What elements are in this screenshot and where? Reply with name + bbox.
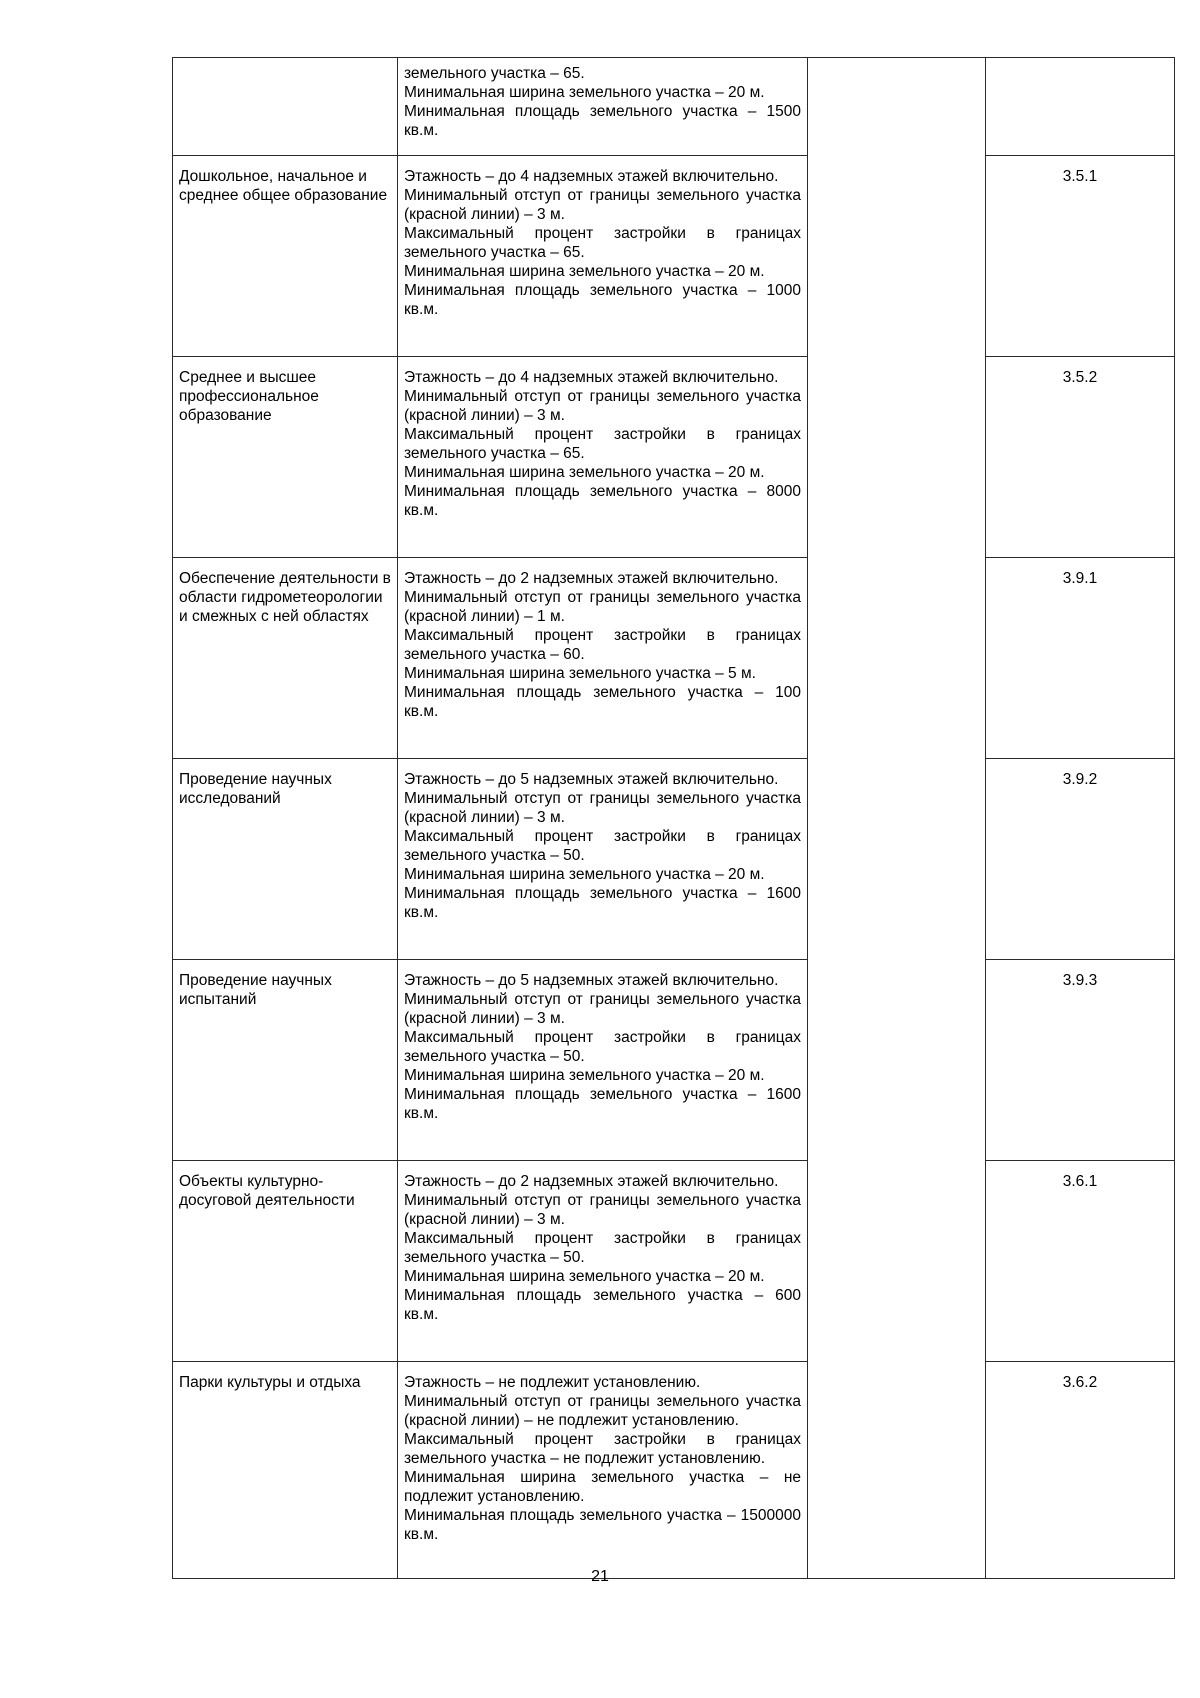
use-type-cell — [173, 156, 398, 357]
classifier-code: 3.9.1 — [1062, 570, 1098, 587]
parameters-cell — [398, 759, 808, 960]
classifier-code: 3.6.2 — [1062, 1374, 1098, 1391]
parameter-line: Максимальный процент застройки в границах земельного участка – не подлежит установлению. — [404, 1431, 801, 1467]
use-type-cell — [173, 558, 398, 759]
parameter-line: Максимальный процент застройки в границах земельного участка – 65. — [404, 225, 801, 261]
classifier-code: 3.6.1 — [1062, 1173, 1098, 1190]
parameter-line: Максимальный процент застройки в границах земельного участка – 60. — [404, 627, 801, 663]
classifier-code-cell — [986, 156, 1175, 357]
parameter-line: Минимальный отступ от границы земельного участка (красной линии) – не подлежит установлению. — [404, 1393, 801, 1429]
table-row — [173, 759, 1175, 960]
classifier-code: 3.9.3 — [1062, 972, 1098, 989]
classifier-code: 3.5.1 — [1062, 168, 1098, 185]
parameter-line: Максимальный процент застройки в границах земельного участка – 65. — [404, 426, 801, 462]
parameter-line: Минимальный отступ от границы земельного участка (красной линии) – 3 м. — [404, 1192, 801, 1228]
use-type-cell — [173, 759, 398, 960]
table-body — [173, 58, 1175, 1579]
parameters-cell — [398, 1362, 808, 1579]
use-type-name: Объекты культурно-досуговой деятельности — [179, 1173, 355, 1209]
use-type-name: Проведение научных испытаний — [179, 972, 332, 1008]
parameter-line: Минимальная ширина земельного участка – 20 м. — [404, 84, 765, 101]
classifier-code: 3.5.2 — [1062, 369, 1098, 386]
classifier-code-cell — [986, 1161, 1175, 1362]
parameters-cell — [398, 357, 808, 558]
use-type-cell — [173, 1161, 398, 1362]
parameter-line: Минимальная ширина земельного участка – 20 м. — [404, 464, 765, 481]
parameter-line: земельного участка – 65. — [404, 65, 585, 82]
use-type-name: Парки культуры и отдыха — [179, 1374, 361, 1391]
classifier-code: 3.9.2 — [1062, 771, 1098, 788]
classifier-code-cell — [986, 58, 1175, 156]
parameter-line: Минимальная ширина земельного участка – 5 м. — [404, 665, 756, 682]
parameter-line: Минимальная ширина земельного участка – 20 м. — [404, 263, 765, 280]
parameter-line: Минимальная площадь земельного участка – 1500000 кв.м. — [404, 1507, 801, 1543]
parameter-line: Минимальная площадь земельного участка – 1000 кв.м. — [404, 282, 801, 318]
parameter-line: Минимальная площадь земельного участка – 1600 кв.м. — [404, 1086, 801, 1122]
parameter-line: Максимальный процент застройки в границах земельного участка – 50. — [404, 1029, 801, 1065]
parameter-line: Минимальный отступ от границы земельного участка (красной линии) – 3 м. — [404, 790, 801, 826]
parameters-cell — [398, 1161, 808, 1362]
parameter-line: Минимальная ширина земельного участка – не подлежит установлению. — [404, 1469, 801, 1505]
parameter-line: Минимальный отступ от границы земельного участка (красной линии) – 3 м. — [404, 187, 801, 223]
parameter-line: Этажность – до 4 надземных этажей включительно. — [404, 168, 779, 185]
table-row — [173, 357, 1175, 558]
parameter-line: Минимальная площадь земельного участка – 100 кв.м. — [404, 684, 801, 720]
parameter-line: Минимальная площадь земельного участка – 600 кв.м. — [404, 1287, 801, 1323]
parameter-line: Минимальная площадь земельного участка – 1500 кв.м. — [404, 103, 801, 139]
parameter-line: Минимальная ширина земельного участка – 20 м. — [404, 1268, 765, 1285]
classifier-code-cell — [986, 759, 1175, 960]
use-type-cell — [173, 1362, 398, 1579]
restrictions-cell — [808, 58, 986, 1579]
use-type-name: Дошкольное, начальное и среднее общее образование — [179, 168, 388, 204]
parameter-line: Минимальный отступ от границы земельного участка (красной линии) – 3 м. — [404, 991, 801, 1027]
use-type-cell — [173, 58, 398, 156]
table-row — [173, 960, 1175, 1161]
parameter-line: Этажность – до 5 надземных этажей включительно. — [404, 972, 779, 989]
parameter-line: Минимальная площадь земельного участка – 1600 кв.м. — [404, 885, 801, 921]
classifier-code-cell — [986, 558, 1175, 759]
use-type-name: Проведение научных исследований — [179, 771, 332, 807]
table-row — [173, 1161, 1175, 1362]
table-row — [173, 58, 1175, 156]
parameter-line: Минимальный отступ от границы земельного участка (красной линии) – 3 м. — [404, 388, 801, 424]
table-row — [173, 558, 1175, 759]
classifier-code-cell — [986, 357, 1175, 558]
parameters-cell — [398, 960, 808, 1161]
parameter-line: Минимальная ширина земельного участка – 20 м. — [404, 866, 765, 883]
parameter-line: Этажность – до 4 надземных этажей включительно. — [404, 369, 779, 386]
parameters-cell — [398, 156, 808, 357]
parameter-line: Этажность – до 5 надземных этажей включительно. — [404, 771, 779, 788]
parameter-line: Этажность – не подлежит установлению. — [404, 1374, 701, 1391]
use-type-name: Среднее и высшее профессиональное образование — [179, 369, 319, 424]
regulations-table — [172, 57, 1175, 1579]
table-row — [173, 1362, 1175, 1579]
page-number: 21 — [591, 1568, 609, 1585]
parameters-cell — [398, 558, 808, 759]
use-type-name: Обеспечение деятельности в области гидрометеорологии и смежных с ней областях — [179, 570, 391, 625]
parameter-line: Минимальная площадь земельного участка – 8000 кв.м. — [404, 483, 801, 519]
use-type-cell — [173, 960, 398, 1161]
parameter-line: Этажность – до 2 надземных этажей включительно. — [404, 570, 779, 587]
use-type-cell — [173, 357, 398, 558]
parameters-cell — [398, 58, 808, 156]
parameter-line: Максимальный процент застройки в границах земельного участка – 50. — [404, 828, 801, 864]
table-row — [173, 156, 1175, 357]
parameter-line: Максимальный процент застройки в границах земельного участка – 50. — [404, 1230, 801, 1266]
classifier-code-cell — [986, 1362, 1175, 1579]
parameter-line: Этажность – до 2 надземных этажей включительно. — [404, 1173, 779, 1190]
parameter-line: Минимальный отступ от границы земельного участка (красной линии) – 1 м. — [404, 589, 801, 625]
classifier-code-cell — [986, 960, 1175, 1161]
parameter-line: Минимальная ширина земельного участка – 20 м. — [404, 1067, 765, 1084]
